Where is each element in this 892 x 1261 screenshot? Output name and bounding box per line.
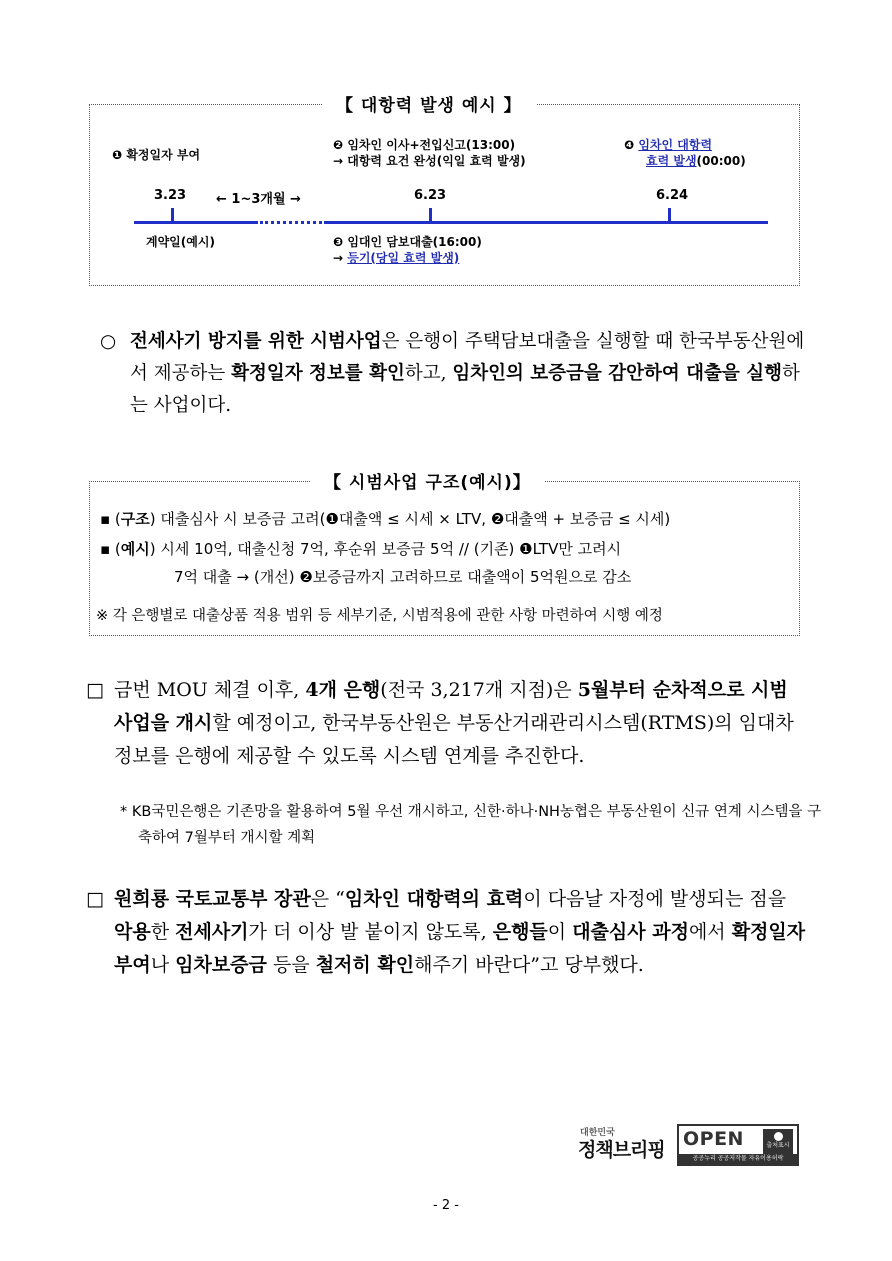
emphasis-confirm-date: 확정일자 부여 (114, 921, 806, 976)
example-text: ) 시세 10억, 대출신청 7억, 후순위 보증금 5억 // (기존) ❶LTV만 고려시 (149, 540, 622, 558)
text-segment: 에서 (688, 921, 732, 943)
checkbox-bullet: □ (86, 679, 104, 701)
mou-paragraph (86, 674, 806, 773)
text-segment: 이 다음날 자정에 발생되는 점을 (523, 888, 787, 910)
event-3-line1: ❸ 임대인 담보대출(16:00) (333, 235, 482, 249)
minister-paragraph (86, 883, 806, 982)
open-badge-label: 출처표시 (766, 1142, 790, 1149)
tick-6-23 (429, 208, 432, 222)
emphasis-loan-review: 대출심사 과정 (572, 921, 689, 943)
emphasis-may-start: 5월부터 순차적으로 시범사업을 개시 (114, 679, 788, 734)
timeline-box (89, 96, 800, 286)
open-logo-subtext: 공공누리 공공저작물 자유이용허락 (679, 1154, 797, 1164)
text-segment: 금번 MOU 체결 이후, (114, 679, 306, 701)
text-segment: (전국 3,217개 지점)은 (380, 679, 578, 701)
label-structure: 구조 (120, 510, 150, 528)
date-6-23: 6.23 (414, 188, 447, 203)
policy-logo-main: 정책브리핑 (578, 1139, 665, 1161)
text-segment: 하는 사업이다. (130, 363, 800, 416)
text-segment: 하고, (404, 363, 453, 384)
emphasis-deposit-loan: 임차인의 보증금을 감안하여 대출을 실행 (452, 363, 782, 384)
emphasis-thorough-check: 철저히 확인 (315, 954, 415, 976)
structure-text: ) 대출심사 시 보증금 고려(❶대출액 ≤ 시세 × LTV, ❷대출액 + 보증금 ≤ 시세) (149, 510, 671, 528)
date-3-23: 3.23 (154, 188, 187, 203)
event-3-line2: 등기(당일 효력 발생) (347, 251, 460, 265)
example-line (100, 538, 621, 559)
event-4-marker: ❹ (624, 138, 639, 152)
text-segment: 가 더 이상 발 붙이지 않도록, (248, 921, 493, 943)
emphasis-confirm-date: 확정일자 정보를 확인 (231, 363, 405, 384)
timeline-line-right (324, 221, 768, 224)
circle-bullet: ○ (100, 331, 117, 352)
text-segment: 등을 (266, 954, 316, 976)
structure-note: ※ 각 은행별로 대출상품 적용 범위 등 세부기준, 시범적용에 관한 사항 마련하여 시행 예정 (96, 608, 663, 624)
emphasis-tenant-power: 임차인 대항력의 효력 (344, 888, 524, 910)
example-line-2: 7억 대출 → (개선) ❷보증금까지 고려하므로 대출액이 5억원으로 감소 (174, 568, 632, 586)
text-segment: 은 은행이 주택담보대출을 실행할 때 한국부동산원에서 제공하는 (130, 331, 805, 384)
person-icon (774, 1132, 783, 1141)
structure-box-title: 【 시범사업 구조(예시)】 (310, 468, 545, 493)
period-label: ← 1~3개월 → (216, 192, 301, 207)
open-logo-text: OPEN (683, 1128, 744, 1150)
event-3-label (333, 234, 482, 266)
event-2-label (333, 137, 526, 169)
event-3-arrow: → (333, 251, 348, 265)
tick-3-23 (171, 208, 174, 222)
policy-logo-small: 대한민국 (580, 1128, 615, 1138)
bullet-square: ▪ ( (100, 540, 121, 558)
emphasis-minister: 원희룡 국토교통부 장관 (114, 888, 311, 910)
event-2-line1: ❷ 임차인 이사+전입신고(13:00) (333, 138, 516, 152)
event-4-label (624, 137, 746, 169)
timeline-dotted-gap (260, 221, 322, 224)
text-segment: 이 (547, 921, 573, 943)
emphasis-banks: 은행들 (492, 921, 548, 943)
page-number: - 2 - (433, 1198, 459, 1213)
structure-box (89, 473, 800, 636)
text-segment: 한 (150, 921, 176, 943)
structure-line (100, 508, 670, 529)
pilot-project-paragraph (100, 326, 810, 422)
policy-briefing-logo (578, 1125, 670, 1169)
text-segment: 나 (150, 954, 176, 976)
checkbox-bullet: □ (86, 888, 104, 910)
emphasis-four-banks: 4개 은행 (305, 679, 381, 701)
text-segment: 할 예정이고, 한국부동산원은 부동산거래관리시스템(RTMS)의 임대차 정보를 은행에 제공할 수 있도록 시스템 연계를 추진한다. (114, 712, 794, 767)
emphasis-pilot-project: 전세사기 방지를 위한 시범사업 (130, 331, 382, 352)
emphasis-deposit: 임차보증금 (175, 954, 267, 976)
contract-date-label: 계약일(예시) (146, 235, 215, 249)
bullet-square: ▪ ( (100, 510, 121, 528)
timeline-box-title: 【 대항력 발생 예시 】 (322, 91, 536, 116)
bank-footnote: * KB국민은행은 기존망을 활용하여 5월 우선 개시하고, 신한·하나·NH농협은 부동산원이 신규 연계 시스템을 구축하여 7월부터 개시할 계획 (120, 804, 822, 846)
open-license-logo (677, 1124, 799, 1166)
text-segment: 해주기 바란다”고 당부했다. (414, 954, 644, 976)
text-segment: 은 “ (310, 888, 345, 910)
label-example: 예시 (120, 540, 150, 558)
event-1-label: ❶ 확정일자 부여 (112, 148, 201, 162)
event-2-line2: → 대항력 요건 완성(익일 효력 발생) (333, 154, 526, 168)
event-4-line2: 효력 발생 (646, 154, 697, 168)
open-attribution-badge (763, 1129, 793, 1155)
event-4-time: (00:00) (696, 154, 746, 168)
emphasis-abuse: 악용 (114, 921, 151, 943)
emphasis-fraud: 전세사기 (175, 921, 249, 943)
date-6-24: 6.24 (656, 188, 689, 203)
timeline-line-left (134, 221, 258, 224)
tick-6-24 (668, 208, 671, 222)
event-4-line1: 임차인 대항력 (638, 138, 713, 152)
